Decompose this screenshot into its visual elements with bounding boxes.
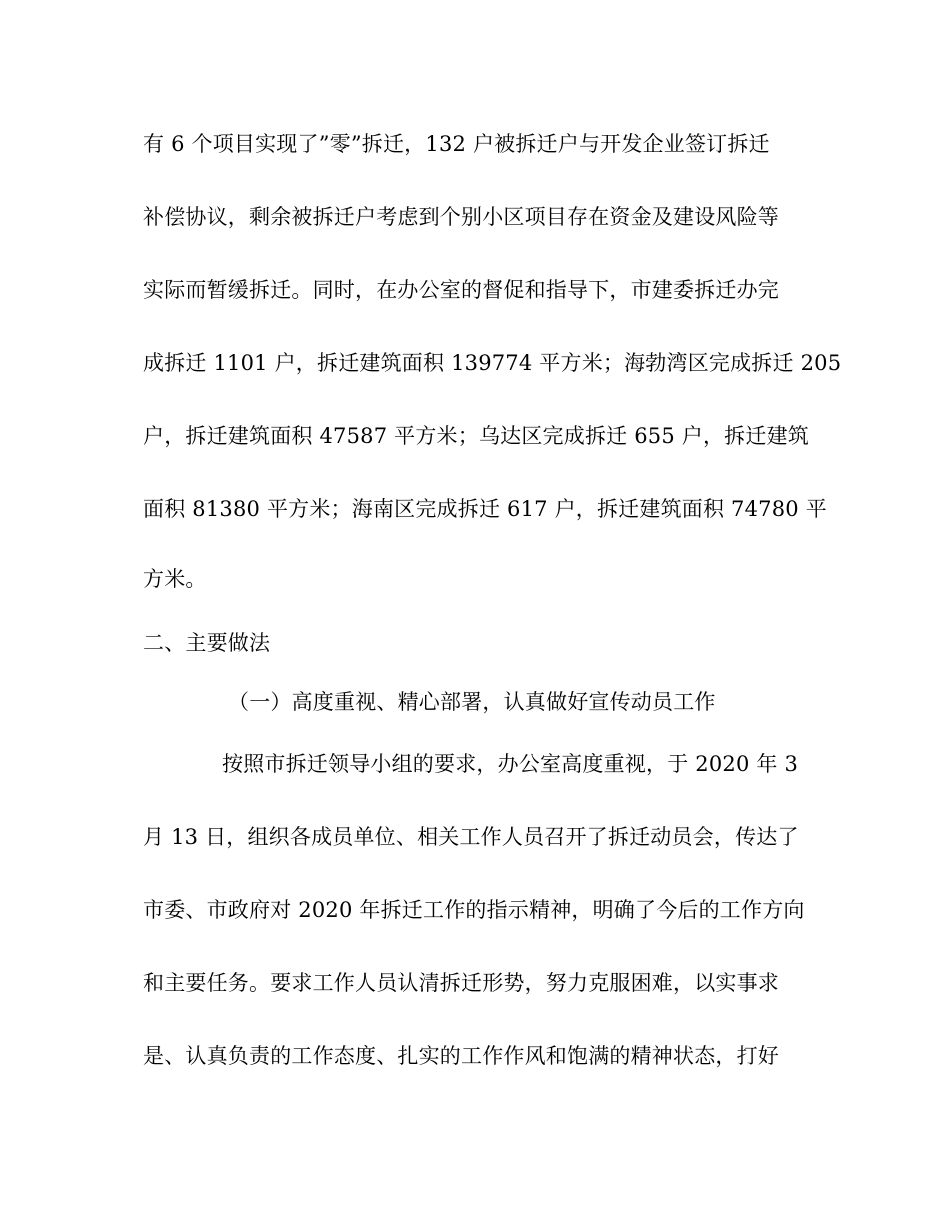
paragraph-line: 是、认真负责的工作态度、扎实的工作作风和饱满的精神状态，打好: [143, 1044, 779, 1068]
paragraph-line: 户，拆迁建筑面积 47587 平方米；乌达区完成拆迁 655 户，拆迁建筑: [143, 424, 809, 448]
paragraph-line: 实际而暂缓拆迁。同时，在办公室的督促和指导下，市建委拆迁办完: [143, 278, 779, 302]
paragraph-line: 市委、市政府对 2020 年拆迁工作的指示精神，明确了今后的工作方向: [143, 898, 805, 922]
paragraph-line: 成拆迁 1101 户，拆迁建筑面积 139774 平方米；海勃湾区完成拆迁 205: [143, 351, 842, 375]
paragraph-line: 方米。: [143, 567, 207, 591]
paragraph-line: 和主要任务。要求工作人员认清拆迁形势，努力克服困难，以实事求: [143, 971, 779, 995]
paragraph-line: 有 6 个项目实现了”零”拆迁，132 户被拆迁户与开发企业签订拆迁: [143, 132, 770, 156]
paragraph-line: 补偿协议，剩余被拆迁户考虑到个别小区项目存在资金及建设风险等: [143, 205, 779, 229]
section-heading: 二、主要做法: [143, 631, 271, 655]
paragraph-line: 月 13 日，组织各成员单位、相关工作人员召开了拆迁动员会，传达了: [143, 825, 799, 849]
paragraph-line: 按照市拆迁领导小组的要求，办公室高度重视，于 2020 年 3: [222, 752, 799, 776]
subsection-heading: （一）高度重视、精心部署，认真做好宣传动员工作: [228, 690, 716, 714]
paragraph-line: 面积 81380 平方米；海南区完成拆迁 617 户，拆迁建筑面积 74780 平: [143, 497, 827, 521]
